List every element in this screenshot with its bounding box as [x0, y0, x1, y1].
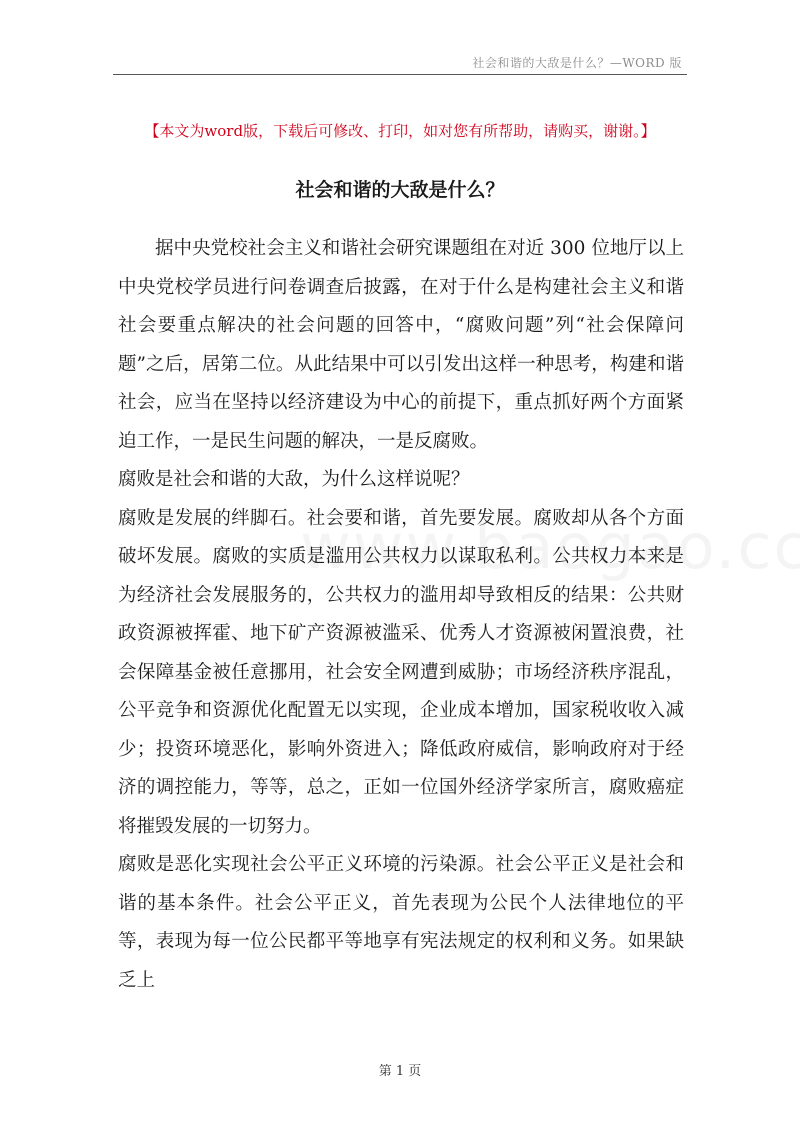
paragraph: 腐败是社会和谐的大敌，为什么这样说呢？	[118, 469, 470, 490]
document-title: 社会和谐的大敌是什么？	[295, 179, 505, 201]
paragraph: 腐败是恶化实现社会公平正义环境的污染源。社会公平正义是社会和谐的基本条件。社会公平正义，首先表现为公民个人法律地位的平等，表现为每一位公民都平等地享有宪法规定的权利和义务。如果缺乏上	[118, 854, 684, 991]
paragraph: 腐败是发展的绊脚石。社会要和谐，首先要发展。腐败却从各个方面破坏发展。腐败的实质是滥用公共权力以谋取私利。公共权力本来是为经济社会发展服务的，公共权力的滥用却导致相反的结果：公共财政资源被挥霍、地下矿产资源被滥采、优秀人才资源被闲置浪费，社会保障基金被任意挪用，社会安全网遭到威胁；市场经济秩序混乱，公平竞争和资源优化配置无以实现，企业成本增加，国家税收收入减少；投资环境恶化，影响外资进入；降低政府威信，影响政府对于经济的调控能力，等等，总之，正如一位国外经济学家所言，腐败癌症将摧毁发展的一切努力。	[118, 507, 684, 837]
paragraph: 据中央党校社会主义和谐社会研究课题组在对近 300 位地厅以上中央党校学员进行问卷调查后披露，在对于什么是构建社会主义和谐社会要重点解决的社会问题的回答中，“腐败问题”列“社会保障问题”之后，居第二位。从此结果中可以引发出这样一种思考，构建和谐社会，应当在坚持以经济建设为中心的前提下，重点抓好两个方面紧迫工作，一是民生问题的解决，一是反腐败。	[118, 238, 684, 452]
page-number: 第 1 页	[378, 1064, 422, 1079]
download-notice: 【本文为word版，下载后可修改、打印，如对您有所帮助，请购买，谢谢。】	[144, 122, 656, 140]
header-title: 社会和谐的大敌是什么？—WORD 版	[472, 56, 682, 70]
header-divider	[113, 74, 687, 75]
document-body	[118, 230, 684, 1000]
